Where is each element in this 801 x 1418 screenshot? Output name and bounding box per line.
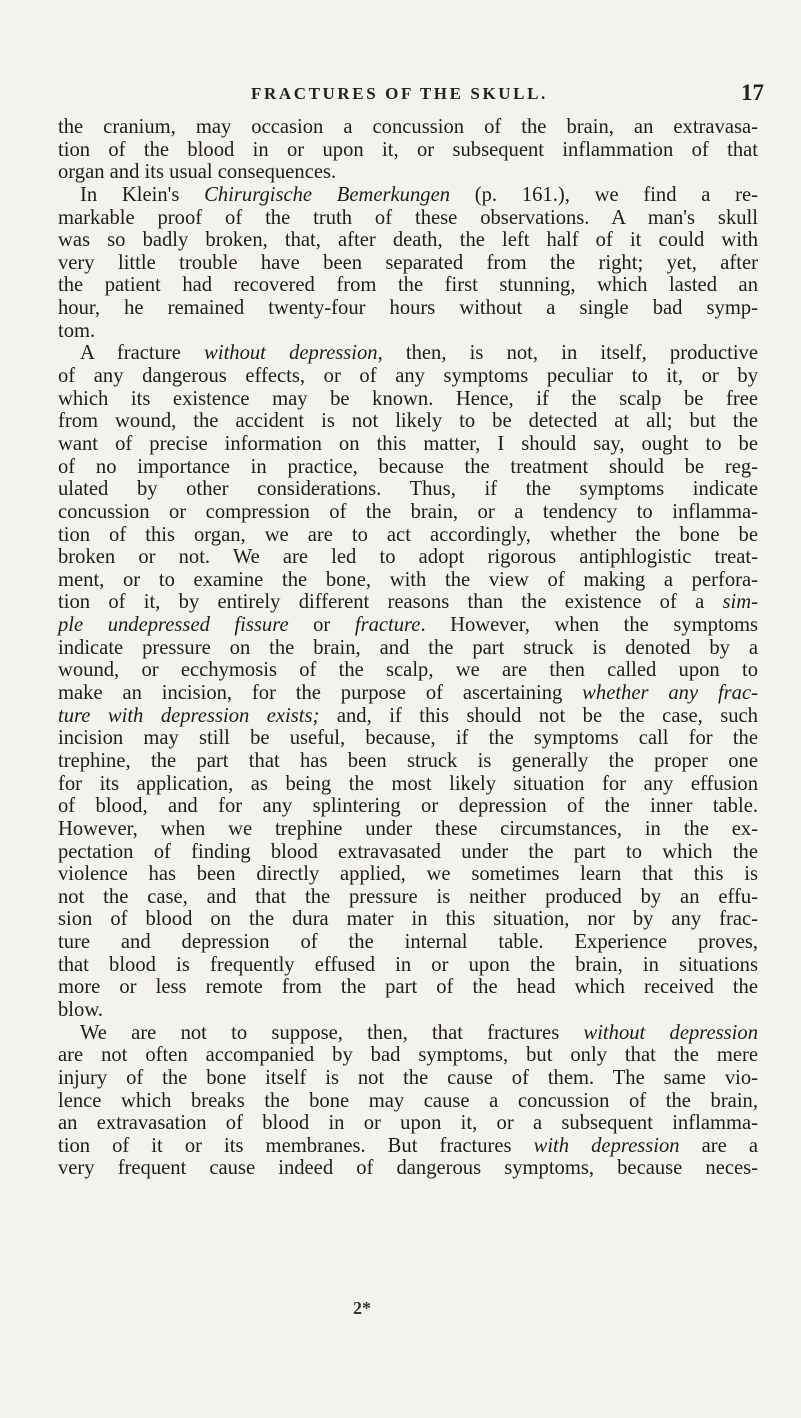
text-line xyxy=(58,682,758,705)
text-run: . However, when the symptoms xyxy=(420,614,758,637)
text-line: the cranium, may occasion a concussion of the brain, an extravasa- xyxy=(58,116,758,138)
italic-run: without depression xyxy=(583,1021,758,1044)
italic-run: whether any frac- xyxy=(582,682,758,705)
text-line: trephine, the part that has been struck is generally the proper one xyxy=(58,749,758,772)
text-run: and, if this should not be the case, such xyxy=(319,704,758,727)
italic-run: with depression xyxy=(533,1134,680,1157)
italic-run: without depression xyxy=(204,342,378,365)
text-run: or xyxy=(288,614,355,637)
text-line xyxy=(58,705,758,728)
text-line: not the case, and that the pressure is neither produced by an effu- xyxy=(58,885,758,908)
text-line: blow. xyxy=(58,998,103,1021)
text-line: However, when we trephine under these circumstances, in the ex- xyxy=(58,817,758,840)
text-line: lence which breaks the bone may cause a concussion of the brain, xyxy=(58,1089,758,1112)
text-run: make an incision, for the purpose of ascertaining xyxy=(58,682,583,705)
italic-run: sim- xyxy=(722,591,758,614)
text-line: indicate pressure on the brain, and the part struck is denoted by a xyxy=(58,636,758,659)
text-line: of no importance in practice, because the treatment should be reg- xyxy=(58,455,758,478)
text-line: tion of this organ, we are to act accordingly, whether the bone be xyxy=(58,523,758,546)
text-run: , then, is not, in itself, productive xyxy=(377,342,758,365)
page-number: 17 xyxy=(741,80,764,105)
text-line: violence has been directly applied, we sometimes learn that this is xyxy=(58,863,758,886)
text-line: of any dangerous effects, or of any symptoms peculiar to it, or by xyxy=(58,365,758,388)
text-line: tion of the blood in or upon it, or subsequent inflammation of that xyxy=(58,138,758,161)
text-line: organ and its usual consequences. xyxy=(58,161,337,184)
text-line xyxy=(58,1135,758,1158)
italic-run: Chirurgische Bemerkungen xyxy=(204,183,451,206)
text-line xyxy=(58,614,758,637)
text-line: are not often accompanied by bad symptoms, but only that the mere xyxy=(58,1044,758,1067)
text-line: tom. xyxy=(58,319,96,342)
text-line xyxy=(58,1022,758,1045)
text-line: was so badly broken, that, after death, the left half of it could with xyxy=(58,229,758,252)
italic-run: ple undepressed fissure xyxy=(58,614,289,637)
text-line: hour, he remained twenty-four hours without a single bad symp- xyxy=(58,297,758,320)
text-line: more or less remote from the part of the head which received the xyxy=(58,976,758,999)
printer-signature-mark: 2* xyxy=(353,1298,371,1318)
italic-run: fracture xyxy=(354,614,421,637)
text-line xyxy=(58,342,758,365)
text-line: sion of blood on the dura mater in this situation, nor by any frac- xyxy=(58,908,758,931)
text-line: ture and depression of the internal table. Experience proves, xyxy=(58,931,758,954)
text-line: incision may still be useful, because, if the symptoms call for the xyxy=(58,727,758,750)
text-line: ulated by other considerations. Thus, if the symptoms indicate xyxy=(58,478,758,501)
text-line: markable proof of the truth of these observations. A man's skull xyxy=(58,206,758,229)
text-run: tion of it or its membranes. But fractures xyxy=(58,1134,534,1157)
running-head: FRACTURES OF THE SKULL. xyxy=(251,84,548,103)
text-line: which its existence may be known. Hence, if the scalp be free xyxy=(58,387,758,410)
text-line: wound, or ecchymosis of the scalp, we are then called upon to xyxy=(58,659,758,682)
text-line: injury of the bone itself is not the cause of them. The same vio- xyxy=(58,1066,758,1089)
text-line: the patient had recovered from the first stunning, which lasted an xyxy=(58,274,758,297)
text-run: In Klein's xyxy=(80,183,205,206)
text-line: concussion or compression of the brain, or a tendency to inflamma- xyxy=(58,500,758,523)
text-line: pectation of finding blood extravasated under the part to which the xyxy=(58,840,758,863)
text-line: of blood, and for any splintering or depression of the inner table. xyxy=(58,795,758,818)
text-run: A fracture xyxy=(80,342,205,365)
text-line: very little trouble have been separated from the right; yet, after xyxy=(58,251,758,274)
text-line: that blood is frequently effused in or upon the brain, in situations xyxy=(58,953,758,976)
italic-run: ture with depression exists; xyxy=(58,704,320,727)
text-line: for its application, as being the most likely situation for any effusion xyxy=(58,772,758,795)
text-line: very frequent cause indeed of dangerous symptoms, because neces- xyxy=(58,1157,758,1180)
text-line: tion of it, by entirely different reasons than the existence of a sim- xyxy=(58,591,758,614)
text-line: from wound, the accident is not likely to be detected at all; but the xyxy=(58,410,758,433)
text-run: are a xyxy=(679,1134,759,1157)
text-line xyxy=(58,184,758,207)
text-line: ment, or to examine the bone, with the view of making a perfora- xyxy=(58,568,758,591)
body-text xyxy=(58,116,758,1180)
text-run: We are not to suppose, then, that fractures xyxy=(80,1021,584,1044)
text-line: want of precise information on this matter, I should say, ought to be xyxy=(58,432,758,455)
text-run: (p. 161.), we find a re- xyxy=(450,183,758,206)
text-line: broken or not. We are led to adopt rigorous antiphlogistic treat- xyxy=(58,546,758,569)
page-header xyxy=(66,80,766,114)
text-line: an extravasation of blood in or upon it, or a subsequent inflamma- xyxy=(58,1112,758,1135)
